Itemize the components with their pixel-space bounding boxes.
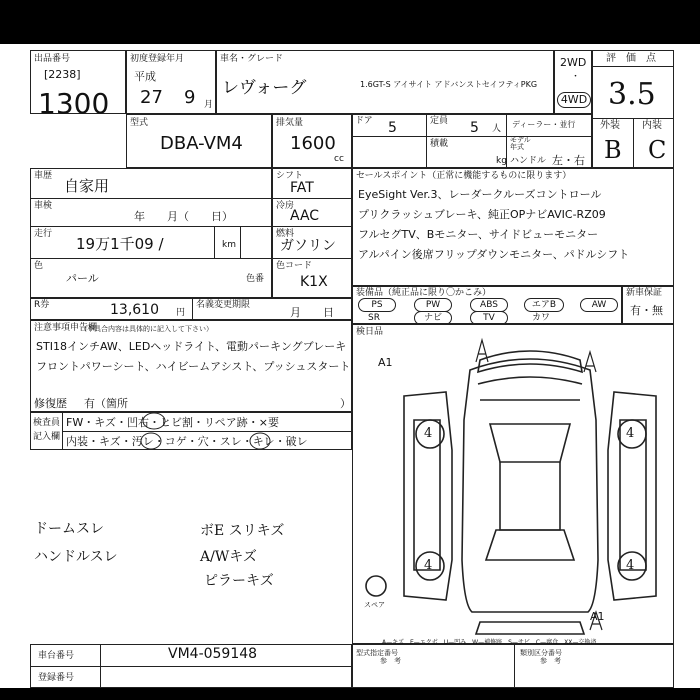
equip-sr: SR [368, 313, 380, 323]
cert-label: 型式指定番号 [356, 649, 398, 657]
equipment-label: 装備品（純正品に限り〇かこみ） [356, 288, 492, 298]
color-code-value: K1X [300, 274, 328, 290]
seats-label: 定員 [430, 116, 449, 126]
equip-pw: PW [414, 298, 452, 312]
mark-a1-front: A1 [378, 356, 393, 369]
equip-navi: ナビ [414, 311, 452, 325]
newcar-value: 有・無 [630, 304, 663, 317]
disp-unit: cc [334, 154, 344, 164]
inspector-label-1: 検査員 [33, 418, 61, 428]
inspector-row-1: FW・キズ・凹右・ヒビ割・リペア跡・×要 [66, 416, 279, 429]
lot-label: 出品番号 [34, 54, 71, 64]
diagram-label: 検日品 [356, 327, 384, 337]
door-value: 5 [388, 120, 397, 136]
color-no-label: 色番 [246, 274, 265, 284]
lot-number: 1300 [38, 87, 110, 120]
hand-left-1: ドームスレ [34, 521, 104, 537]
footer-right-divider [514, 644, 515, 688]
hand-right-3: ピラーキズ [204, 573, 274, 589]
regno-label: 登録番号 [38, 673, 75, 683]
handle-label: ハンドル [510, 156, 547, 166]
drive-4wd: 4WD [557, 92, 591, 108]
chassis-label: 車台番号 [38, 651, 75, 661]
sales-line-4: アルパイン後席フリップダウンモニター、パドルシフト [358, 248, 630, 261]
score-label: 評 価 点 [606, 53, 656, 64]
score-value: 3.5 [608, 77, 656, 112]
load-unit: kg [496, 156, 507, 166]
color-label: 色 [34, 261, 44, 271]
sales-line-1: EyeSight Ver.3、レーダークルーズコントロール [358, 188, 602, 201]
usage-label: 車歴 [34, 171, 53, 181]
hand-left-2: ハンドルスレ [34, 549, 118, 565]
model-year-label: モデル年式 [510, 136, 531, 151]
equip-tv: TV [470, 311, 508, 325]
disp-label: 排気量 [276, 118, 304, 128]
repair-close: ） [340, 397, 351, 410]
mileage-value: 19万1千09 / [76, 235, 164, 253]
car-grade: 1.6GT-S アイサイト アドバンストセイフティPKG [360, 80, 538, 89]
repair-value: 有（箇所 [84, 397, 128, 410]
recycle-label: R券 [34, 300, 50, 310]
handle-value: 左・右 [552, 154, 585, 167]
diagram-legend: A—キズ E—エクボ U—凹み W—補修跡 S—サビ C—腐食 XX—交換済 [382, 639, 597, 646]
hand-right-1: ボE スリキズ [200, 523, 285, 539]
sales-line-2: プリクラッシュブレーキ、純正OPナビAVIC-RZ09 [358, 208, 606, 221]
equip-ps: PS [358, 298, 396, 312]
shift-value: FAT [290, 180, 314, 196]
mark-a1-rear: A1 [590, 610, 605, 623]
footer-left-divider [100, 644, 101, 688]
exterior-grade: B [604, 136, 622, 164]
ac-label: 冷房 [276, 201, 295, 211]
sales-label: セールスポイント（正常に機能するものに限ります） [356, 171, 572, 181]
equip-aw: AW [580, 298, 618, 312]
interior-grade: C [648, 136, 667, 164]
category-label: 類別区分番号 [520, 649, 562, 657]
reg-month-unit: 月 [204, 100, 214, 110]
lot-sub: [2238] [44, 68, 81, 81]
mileage-unit: km [222, 240, 236, 250]
hand-right-2: A/Wキズ [200, 549, 257, 565]
load-label: 積載 [430, 139, 449, 149]
equip-airbag: エアB [524, 298, 564, 312]
sales-line-3: フルセグTV、Bモニター、サイドビューモニター [358, 228, 599, 241]
mark-4-front-right: 4 [626, 426, 635, 441]
equip-leather: カワ [532, 313, 551, 323]
door-label: ドア [355, 116, 373, 126]
model-label: 型式 [130, 118, 149, 128]
notes-line-1: STI18インチAW、LEDヘッドライト、電動パーキングブレーキ [36, 340, 347, 353]
dealer-label: ディーラー・並行 [512, 120, 576, 129]
interior-label: 内装 [642, 120, 662, 131]
shaken-value: 年 月（ 日） [134, 210, 233, 223]
car-name: レヴォーグ [222, 78, 307, 98]
inspector-row-2: 内装・キズ・汚レ・コゲ・穴・スレ・キレ・破レ [66, 435, 308, 448]
recycle-value: 13,610 [110, 302, 159, 318]
reg-month: 9 [184, 87, 196, 108]
disp-value: 1600 [290, 133, 336, 154]
fuel-label: 燃料 [276, 229, 295, 239]
notes-line-2: フロントパワーシート、ハイビームアシスト、プッシュスタート [36, 360, 351, 373]
name-change-value: 月 日 [290, 306, 334, 319]
car-label: 車名・グレード [220, 54, 284, 64]
category-sub: 参 考 [540, 657, 561, 665]
fuel-value: ガソリン [280, 238, 336, 254]
spare-label: スペア [364, 601, 385, 609]
seats-value: 5 [470, 120, 479, 136]
mark-4-rear-right: 4 [626, 558, 635, 573]
notes-sub: （不具合内容は具体的に記入して下さい） [80, 325, 213, 333]
exterior-label: 外装 [600, 120, 620, 131]
cert-sub: 参 考 [380, 657, 401, 665]
reg-year: 27 [140, 87, 163, 108]
era: 平成 [134, 70, 156, 83]
footer-left-line [30, 666, 352, 667]
drive-dot: ・ [571, 72, 581, 82]
newcar-label: 新車保証 [626, 288, 663, 298]
notes-label: 注意事項申告欄 [34, 323, 98, 333]
color-value: パール [66, 272, 99, 285]
chassis-value: VM4-059148 [168, 646, 258, 662]
shaken-label: 車検 [34, 201, 53, 211]
seats-unit: 人 [492, 124, 502, 134]
mark-4-front-left: 4 [424, 426, 433, 441]
reg-label: 初度登録年月 [130, 54, 185, 64]
model-value: DBA-VM4 [160, 133, 243, 154]
name-change-label: 名義変更期限 [196, 300, 251, 310]
footer-right-box [352, 644, 674, 688]
mark-4-rear-left: 4 [424, 558, 433, 573]
repair-label: 修復歴 [34, 397, 67, 410]
mileage-label: 走行 [34, 229, 53, 239]
inspector-label-2: 記入欄 [33, 432, 61, 442]
color-code-label: 色コード [276, 261, 313, 271]
usage-value: 自家用 [64, 177, 110, 195]
recycle-unit: 円 [176, 308, 186, 318]
shift-label: シフト [276, 171, 304, 181]
drive-2wd: 2WD [560, 56, 587, 69]
equip-abs: ABS [470, 298, 508, 312]
ac-value: AAC [290, 208, 320, 224]
